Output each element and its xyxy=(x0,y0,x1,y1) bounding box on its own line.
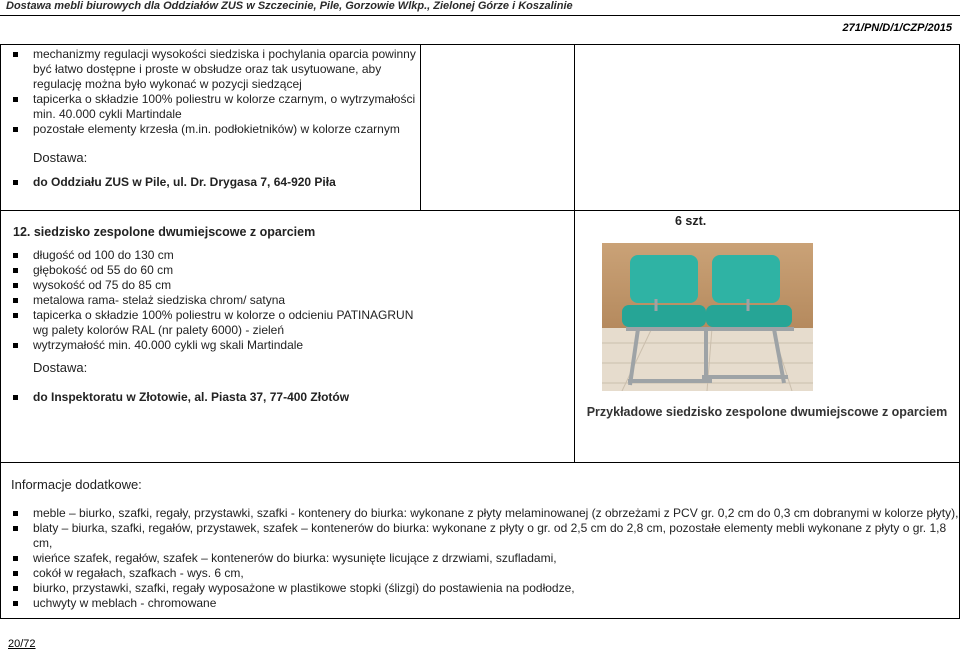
list-item: wytrzymałość min. 40.000 cykli wg skali Martindale xyxy=(1,338,574,353)
list-item: wysokość od 75 do 85 cm xyxy=(1,278,574,293)
item12-heading: 12. siedzisko zespolone dwumiejscowe z oparciem xyxy=(13,225,316,239)
list-item: pozostałe elementy krzesła (m.in. podłokietników) w kolorze czarnym xyxy=(1,122,420,137)
info-title: Informacje dodatkowe: xyxy=(11,477,142,492)
delivery-address: do Oddziału ZUS w Pile, ul. Dr. Drygasa 7, 64-920 Piła xyxy=(1,175,420,190)
item12-spec-cell xyxy=(1,211,575,463)
item12-bullets xyxy=(1,248,574,353)
empty-cell xyxy=(421,45,575,211)
list-item: cokół w regałach, szafkach - wys. 6 cm, xyxy=(1,566,959,581)
list-item: tapicerka o składzie 100% poliestru w kolorze o odcieniu PATINAGRUN wg palety kolorów RAL (nr palety 6000) - zieleń xyxy=(1,308,574,338)
header-rule xyxy=(0,15,960,16)
document-number: 271/PN/D/1/CZP/2015 xyxy=(842,22,952,34)
item12-quantity: 6 szt. xyxy=(675,214,707,228)
page-number: 20/72 xyxy=(8,638,36,650)
list-item: długość od 100 do 130 cm xyxy=(1,248,574,263)
list-item: biurko, przystawki, szafki, regały wyposażone w plastikowe stopki (ślizgi) do postawienia na podłodze, xyxy=(1,581,959,596)
info-cell xyxy=(1,463,960,619)
list-item: meble – biurko, szafki, regały, przystawki, szafki - kontenery do biurka: wykonane z płyty melaminowanej (z obrzeżami z PCV gr. 0,2 cm do 0,3 cm dobranymi w kolorze płyty), xyxy=(1,506,959,521)
list-item: tapicerka o składzie 100% poliestru w kolorze czarnym, o wytrzymałości min. 40.000 cykli Martindale xyxy=(1,92,420,122)
spec-table xyxy=(0,44,960,619)
list-item: wieńce szafek, regałów, szafek – kontenerów do biurka: wysunięte licujące z drzwiami, szufladami, xyxy=(1,551,959,566)
bench-photo-svg xyxy=(602,243,813,391)
delivery-address: do Inspektoratu w Złotowie, al. Piasta 37, 77-400 Złotów xyxy=(1,390,574,405)
list-item: metalowa rama- stelaż siedziska chrom/ satyna xyxy=(1,293,574,308)
top-spec-cell xyxy=(1,45,421,211)
empty-cell xyxy=(575,45,960,211)
delivery-list xyxy=(1,390,574,405)
delivery-list xyxy=(1,175,420,190)
info-bullets xyxy=(1,506,959,611)
item12-image-cell xyxy=(575,211,960,463)
list-item: uchwyty w meblach - chromowane xyxy=(1,596,959,611)
list-item: głębokość od 55 do 60 cm xyxy=(1,263,574,278)
list-item: blaty – biurka, szafki, regałów, przystawek, szafek – kontenerów do biurka: wykonane z płyty o gr. od 2,5 cm do 2,8 cm, pozostałe elementy mebli wykonane z płyty o gr. 1,8 cm, xyxy=(1,521,959,551)
dostawa-label: Dostawa: xyxy=(33,150,88,165)
bench-photo xyxy=(602,243,813,391)
document-header: Dostawa mebli biurowych dla Oddziałów ZUS w Szczecinie, Pile, Gorzowie Wlkp., Zielonej Górze i Koszalinie xyxy=(6,0,573,12)
list-item: mechanizmy regulacji wysokości siedziska i pochylania oparcia powinny być łatwo dostępne i proste w obsłudze oraz tak usytuowane, aby regulację można było wykonać w pozycji siedzącej xyxy=(1,47,420,92)
photo-caption: Przykładowe siedzisko zespolone dwumiejscowe z oparciem xyxy=(586,405,948,419)
dostawa-label: Dostawa: xyxy=(33,360,88,375)
top-bullets xyxy=(1,47,420,137)
